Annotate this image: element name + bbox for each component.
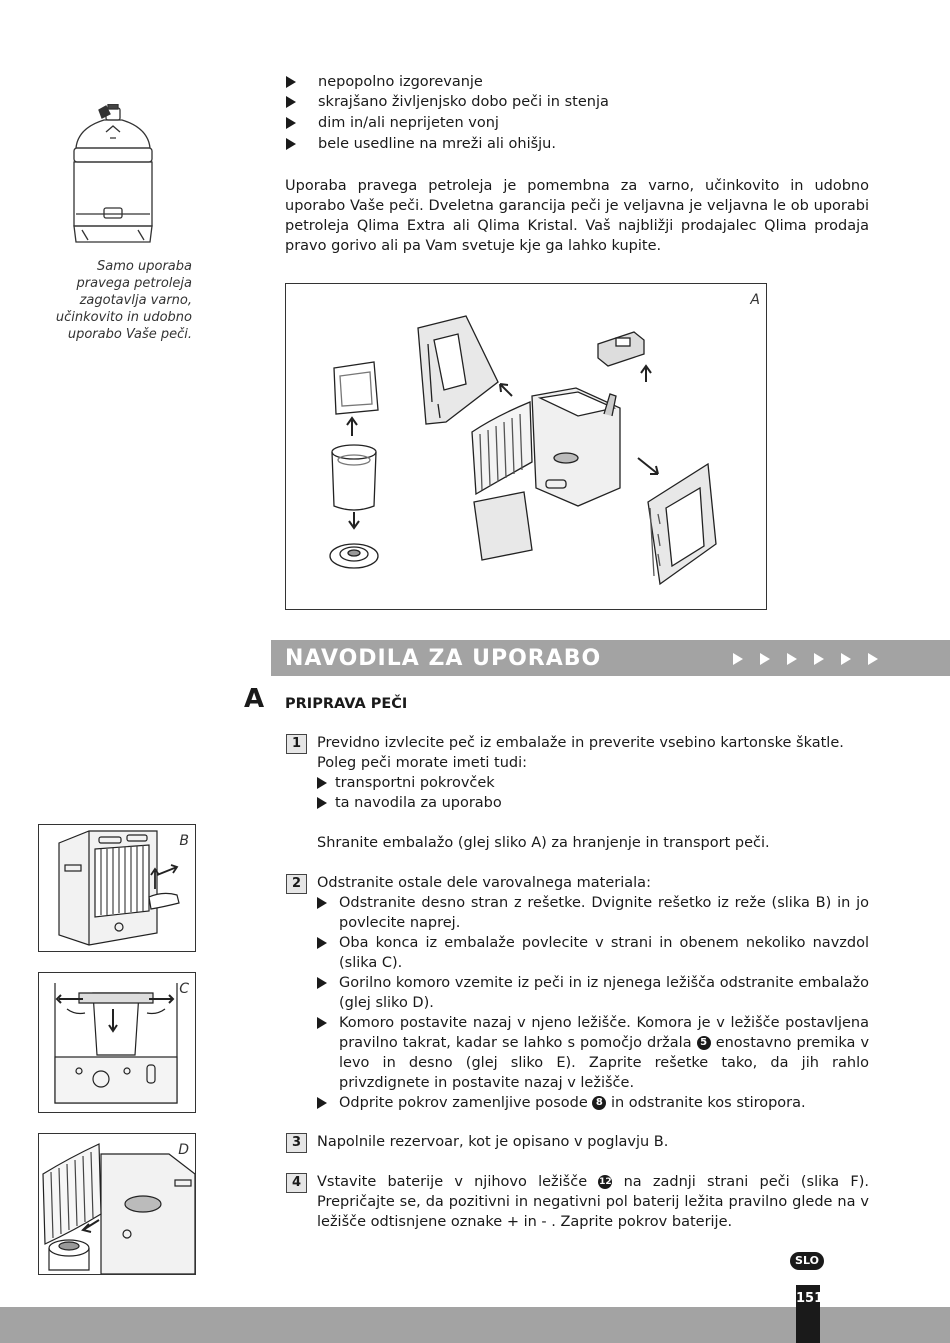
triangle-bullet-icon — [317, 777, 327, 789]
triangle-bullet-icon — [286, 96, 296, 108]
step-number: 1 — [286, 734, 307, 754]
figure-c — [38, 972, 196, 1113]
triangle-bullet-icon — [286, 117, 296, 129]
step-text: Poleg peči morate imeti tudi: — [317, 755, 528, 771]
list-item: Odprite pokrov zamenljive posode 8 in odstranite kos stiropora. — [317, 1093, 869, 1113]
triangle-bullet-icon — [286, 76, 296, 88]
triangle-bullet-icon — [317, 1017, 327, 1029]
step-text: Vstavite baterije v njihovo ležišče 12 na zadnji strani peči (slika F). Prepričajte se, da pozitivni in negativni pol baterij ležita pravilno glede na v ležišče odtisnjene oznake + in - . Zaprite pokrov baterije. — [317, 1174, 870, 1230]
step-number: 2 — [286, 874, 307, 894]
step-text: Napolnile rezervoar, kot je opisano v poglavju B. — [317, 1134, 669, 1150]
step-text: Odstranite ostale dele varovalnega materiala: — [317, 875, 651, 891]
remove-grille-illustration — [39, 825, 195, 951]
part-number-badge: 5 — [697, 1036, 711, 1050]
section-arrows-decoration — [716, 651, 878, 671]
triangle-bullet-icon — [286, 138, 296, 150]
step-text: Previdno izvlecite peč iz embalaže in preverite vsebino kartonske škatle. — [317, 735, 844, 751]
remove-packaging-illustration — [39, 973, 195, 1112]
triangle-bullet-icon — [317, 897, 327, 909]
figure-a-exploded-view — [285, 283, 767, 610]
part-number-badge: 8 — [592, 1096, 606, 1110]
intro-paragraph: Uporaba pravega petroleja je pomembna za varno, učinkovito in udobno uporabo Vaše peči. Dveletna garancija peči je veljavna je veljavna le ob uporabi petroleja Qlima Extra ali Qlima Kristal. Vaš najbližji prodajalec Qlima prodaja pravo gorivo ali pa Vam svetuje kje ga lahko kupite. — [285, 178, 869, 254]
figure-b — [38, 824, 196, 952]
figure-label: D — [178, 1142, 189, 1158]
figure-caption: Samo uporaba pravega petroleja zagotavlja varno, učinkovito in udobno uporabo Vaše peči. — [55, 259, 192, 342]
heater-exploded-diagram — [286, 284, 766, 609]
subsection-title: PRIPRAVA PEČI — [285, 696, 408, 712]
list-item: Gorilno komoro vzemite iz peči in iz njenega ležišča odstranite embalažo (glej sliko D). — [317, 973, 869, 1013]
list-item: Komoro postavite nazaj v njeno ležišče. Komora je v ležišče postavljena pravilno takrat, kadar se lahko s pomočjo držala 5 enostavno premika v levo in desno (glej sliko E). Zaprite rešetke tako, da jih rahlo privzdignete in postavite nazaj v ležišče. — [317, 1013, 869, 1093]
list-item: Oba konca iz embalaže povlecite v strani in obenem nekoliko navzdol (slika C). — [317, 933, 869, 973]
triangle-bullet-icon — [317, 1097, 327, 1109]
step-number: 4 — [286, 1173, 307, 1193]
step-note: Shranite embalažo (glej sliko A) za hranjenje in transport peči. — [317, 835, 770, 851]
list-item: ta navodila za uporabo — [317, 793, 869, 813]
page-number: 151 — [796, 1285, 820, 1343]
section-letter: A — [244, 684, 265, 714]
figure-d — [38, 1133, 196, 1275]
triangle-bullet-icon — [317, 937, 327, 949]
figure-label: B — [179, 833, 189, 849]
list-item: Odstranite desno stran z rešetke. Dvignite rešetko iz reže (slika B) in jo povlecite naprej. — [317, 893, 869, 933]
triangle-bullet-icon — [317, 797, 327, 809]
section-title: NAVODILA ZA UPORABO — [285, 646, 602, 671]
figure-label: A — [750, 292, 760, 308]
figure-label: C — [179, 981, 189, 997]
language-badge: SLO — [790, 1252, 824, 1270]
part-number-badge: 12 — [599, 1177, 612, 1187]
section-header — [271, 640, 950, 676]
triangle-bullet-icon — [317, 977, 327, 989]
remove-burner-illustration — [39, 1134, 195, 1274]
kerosene-canister-illustration — [66, 104, 160, 248]
step-number: 3 — [286, 1133, 307, 1153]
list-item: transportni pokrovček — [317, 773, 869, 793]
